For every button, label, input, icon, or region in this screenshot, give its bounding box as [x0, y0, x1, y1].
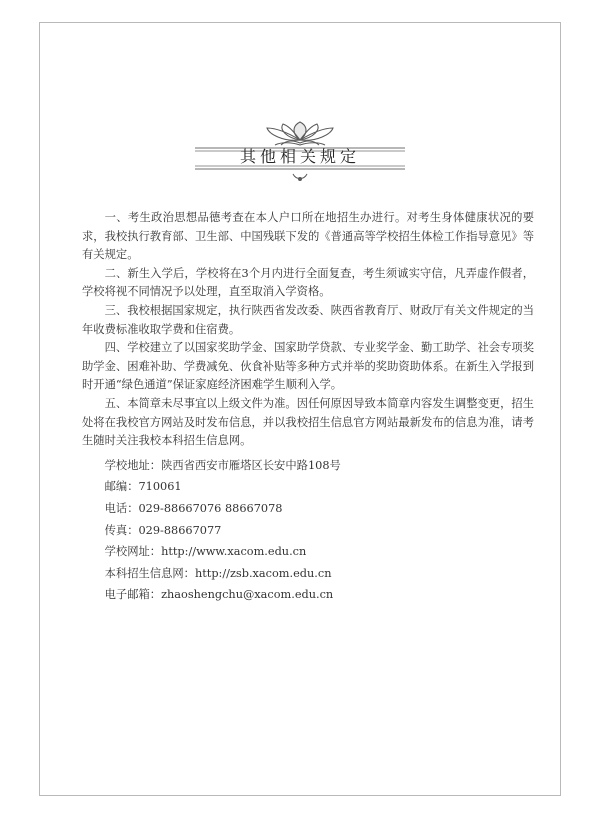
school-website-line: 学校网址：http://www.xacom.edu.cn [104, 545, 307, 559]
phone-line: 电话：029-88667076 88667078 [104, 501, 283, 515]
fax-line: 传真：029-88667077 [104, 523, 222, 537]
paragraph-4: 四、学校建立了以国家奖助学金、国家助学贷款、专业奖学金、勤工助学、社会专项奖助学金、困难补助、学费减免、伙食补贴等多种方式并举的奖助资助体系。在新生入学报到时开通“绿色通道”保证家庭经济困难学生顺利入学。 [82, 341, 534, 392]
page-title: 其他相关规定 [239, 147, 360, 166]
paragraph-2: 二、新生入学后，学校将在3个月内进行全面复查，考生须诚实守信，凡弄虚作假者，学校将视不同情况予以处理，直至取消入学资格。 [82, 266, 534, 299]
paragraph-5: 五、本简章未尽事宜以上级文件为准。因任何原因导致本简章内容发生调整变更，招生处将在我校官方网站及时发布信息，并以我校招生信息官方网站最新发布的信息为准，请考生随时关注我校本科招生信息网。 [82, 396, 534, 448]
address-line: 学校地址：陕西省西安市雁塔区长安中路108号 [104, 458, 341, 472]
paragraph-3: 三、我校根据国家规定，执行陕西省发改委、陕西省教育厅、财政厅有关文件规定的当年收费标准收取学费和住宿费。 [82, 303, 534, 336]
email-line: 电子邮箱：zhaoshengchu@xacom.edu.cn [104, 588, 334, 602]
postcode-line: 邮编：710061 [104, 480, 182, 494]
admissions-website-line: 本科招生信息网：http://zsb.xacom.edu.cn [104, 566, 332, 580]
section-header [195, 118, 405, 188]
paragraph-1: 一、考生政治思想品德考查在本人户口所在地招生办进行。对考生身体健康状况的要求，我校执行教育部、卫生部、中国残联下发的《普通高等学校招生体检工作指导意见》等有关规定。 [82, 211, 534, 262]
contact-info [82, 455, 534, 606]
regulations-body [82, 209, 534, 606]
